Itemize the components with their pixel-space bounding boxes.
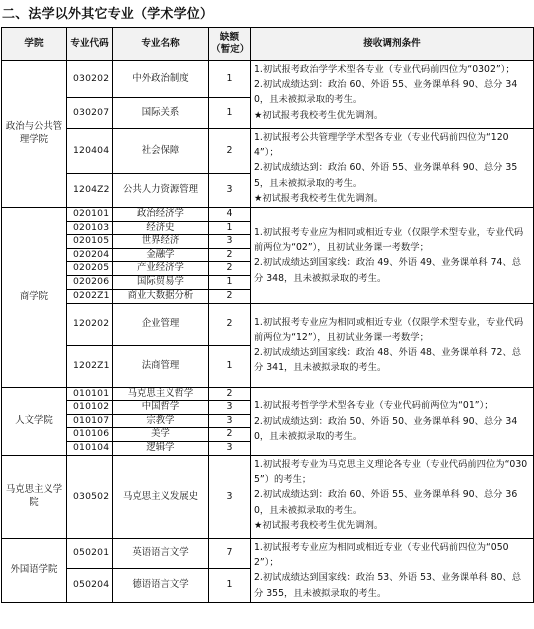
- condition-line: ★初试报考我校考生优先调剂。: [254, 519, 384, 531]
- code-cell: 010106: [67, 428, 113, 442]
- vacancy-cell: 3: [209, 441, 251, 455]
- condition-line: ★初试报考我校考生优先调剂。: [254, 192, 384, 204]
- table-row: [2, 455, 534, 538]
- conditions-cell: [251, 61, 534, 129]
- vacancy-cell: 3: [209, 173, 251, 207]
- condition-line: 2.初试成绩达到：政治 60、外语 55、业务课单科 90、总分 355，且未被拟录取的考生。: [254, 162, 518, 189]
- header-major: 专业名称: [113, 28, 209, 61]
- major-cell: 产业经济学: [113, 262, 209, 276]
- school-cell: 人文学院: [2, 387, 67, 455]
- major-cell: 逻辑学: [113, 441, 209, 455]
- code-cell: 1204Z2: [67, 173, 113, 207]
- code-cell: 030202: [67, 61, 113, 98]
- vacancy-cell: 1: [209, 61, 251, 98]
- vacancy-cell: 2: [209, 289, 251, 303]
- header-conditions: 接收调剂条件: [251, 28, 534, 61]
- major-cell: 社会保障: [113, 129, 209, 174]
- table-row: [2, 538, 534, 568]
- code-cell: 030207: [67, 98, 113, 129]
- code-cell: 020206: [67, 275, 113, 289]
- major-cell: 国际关系: [113, 98, 209, 129]
- conditions-cell: [251, 129, 534, 208]
- condition-line: 1.初试报考公共管理学学术型各专业（专业代码前四位为“1204”）；: [254, 132, 509, 159]
- vacancy-cell: 1: [209, 345, 251, 387]
- code-cell: 010104: [67, 441, 113, 455]
- school-cell: 政治与公共管理学院: [2, 61, 67, 208]
- section-title: 二、法学以外其它专业（学术学位）: [2, 7, 214, 22]
- major-cell: 国际贸易学: [113, 275, 209, 289]
- table-row: [2, 208, 534, 222]
- condition-line: 1.初试报考政治学学术型各专业（专业代码前四位为“0302”）；: [254, 64, 515, 75]
- code-cell: 1202Z1: [67, 345, 113, 387]
- major-cell: 政治经济学: [113, 208, 209, 222]
- major-cell: 法商管理: [113, 345, 209, 387]
- conditions-cell: [251, 455, 534, 538]
- vacancy-cell: 1: [209, 275, 251, 289]
- code-cell: 020105: [67, 235, 113, 249]
- condition-line: ★初试报考我校考生优先调剂。: [254, 109, 384, 121]
- vacancy-cell: 3: [209, 414, 251, 428]
- major-cell: 马克思主义发展史: [113, 455, 209, 538]
- condition-line: 1.初试报考哲学学术型各专业（专业代码前两位为“01”）；: [254, 400, 494, 412]
- table-row: [2, 129, 534, 174]
- condition-line: 2.初试成绩达到：政治 50、外语 50、业务课单科 90、总分 340，且未被拟录取的考生。: [254, 415, 518, 442]
- code-cell: 120404: [67, 129, 113, 174]
- major-cell: 马克思主义哲学: [113, 387, 209, 401]
- conditions-cell: [251, 538, 534, 602]
- code-cell: 120202: [67, 303, 113, 345]
- vacancy-cell: 1: [209, 568, 251, 602]
- condition-line: 1.初试报考专业应为相同或相近专业（仅限学术型专业，专业代码前两位为“02”），且初试业务课一考数学；: [254, 226, 524, 254]
- header-code: 专业代码: [67, 28, 113, 61]
- vacancy-cell: 2: [209, 262, 251, 276]
- vacancy-cell: 2: [209, 303, 251, 345]
- conditions-cell: [251, 208, 534, 304]
- code-cell: 020204: [67, 248, 113, 262]
- major-cell: 企业管理: [113, 303, 209, 345]
- condition-line: 2.初试成绩达到：政治 60、外语 55、业务课单科 90、总分 360，且未被拟录取的考生。: [254, 489, 518, 516]
- admission-table: [1, 27, 534, 603]
- table-row: [2, 387, 534, 401]
- code-cell: 030502: [67, 455, 113, 538]
- table-row: [2, 303, 534, 345]
- major-cell: 商业大数据分析: [113, 289, 209, 303]
- table-row: [2, 61, 534, 98]
- vacancy-cell: 4: [209, 208, 251, 222]
- major-cell: 中外政治制度: [113, 61, 209, 98]
- vacancy-cell: 2: [209, 129, 251, 174]
- major-cell: 中国哲学: [113, 401, 209, 415]
- header-school: 学院: [2, 28, 67, 61]
- code-cell: 050204: [67, 568, 113, 602]
- condition-line: 2.初试成绩达到国家线：政治 53、外语 53、业务课单科 80、总分 355，且未被拟录取的考生。: [254, 572, 522, 599]
- major-cell: 世界经济: [113, 235, 209, 249]
- conditions-cell: [251, 387, 534, 455]
- condition-line: 1.初试报考专业应为相同或相近专业（专业代码前四位为“0502”）；: [254, 541, 509, 569]
- major-cell: 金融学: [113, 248, 209, 262]
- school-cell: 马克思主义学院: [2, 455, 67, 538]
- vacancy-cell: 1: [209, 98, 251, 129]
- code-cell: 010101: [67, 387, 113, 401]
- code-cell: 020205: [67, 262, 113, 276]
- vacancy-cell: 3: [209, 235, 251, 249]
- major-cell: 美学: [113, 428, 209, 442]
- major-cell: 宗教学: [113, 414, 209, 428]
- conditions-cell: [251, 303, 534, 387]
- condition-line: 1.初试报考专业应为相同或相近专业（仅限学术型专业，专业代码前两位为“12”），且初试业务课一考数学；: [254, 316, 524, 343]
- vacancy-cell: 2: [209, 428, 251, 442]
- major-cell: 德语语言文学: [113, 568, 209, 602]
- condition-line: 1.初试报考专业为马克思主义理论各专业（专业代码前四位为“0305”）的考生；: [254, 458, 528, 486]
- header-vacancy: 缺额（暂定）: [209, 28, 251, 61]
- major-cell: 经济史: [113, 221, 209, 235]
- school-cell: 商学院: [2, 208, 67, 388]
- vacancy-cell: 3: [209, 455, 251, 538]
- code-cell: 010102: [67, 401, 113, 415]
- school-cell: 外国语学院: [2, 538, 67, 602]
- code-cell: 020103: [67, 221, 113, 235]
- code-cell: 0202Z1: [67, 289, 113, 303]
- code-cell: 050201: [67, 538, 113, 568]
- vacancy-cell: 3: [209, 401, 251, 415]
- vacancy-cell: 1: [209, 221, 251, 235]
- code-cell: 010107: [67, 414, 113, 428]
- major-cell: 英语语言文学: [113, 538, 209, 568]
- header-row: [2, 28, 534, 61]
- vacancy-cell: 2: [209, 387, 251, 401]
- condition-line: 2.初试成绩达到国家线：政治 48、外语 48、业务课单科 72、总分 341，且未被拟录取的考生。: [254, 347, 522, 374]
- vacancy-cell: 7: [209, 538, 251, 568]
- code-cell: 020101: [67, 208, 113, 222]
- condition-line: 2.初试成绩达到：政治 60、外语 55、业务课单科 90、总分 340，且未被拟录取的考生。: [254, 79, 518, 106]
- major-cell: 公共人力资源管理: [113, 173, 209, 207]
- condition-line: 2.初试成绩达到国家线：政治 49、外语 49、业务课单科 74、总分 348，且未被拟录取的考生。: [254, 257, 522, 284]
- vacancy-cell: 2: [209, 248, 251, 262]
